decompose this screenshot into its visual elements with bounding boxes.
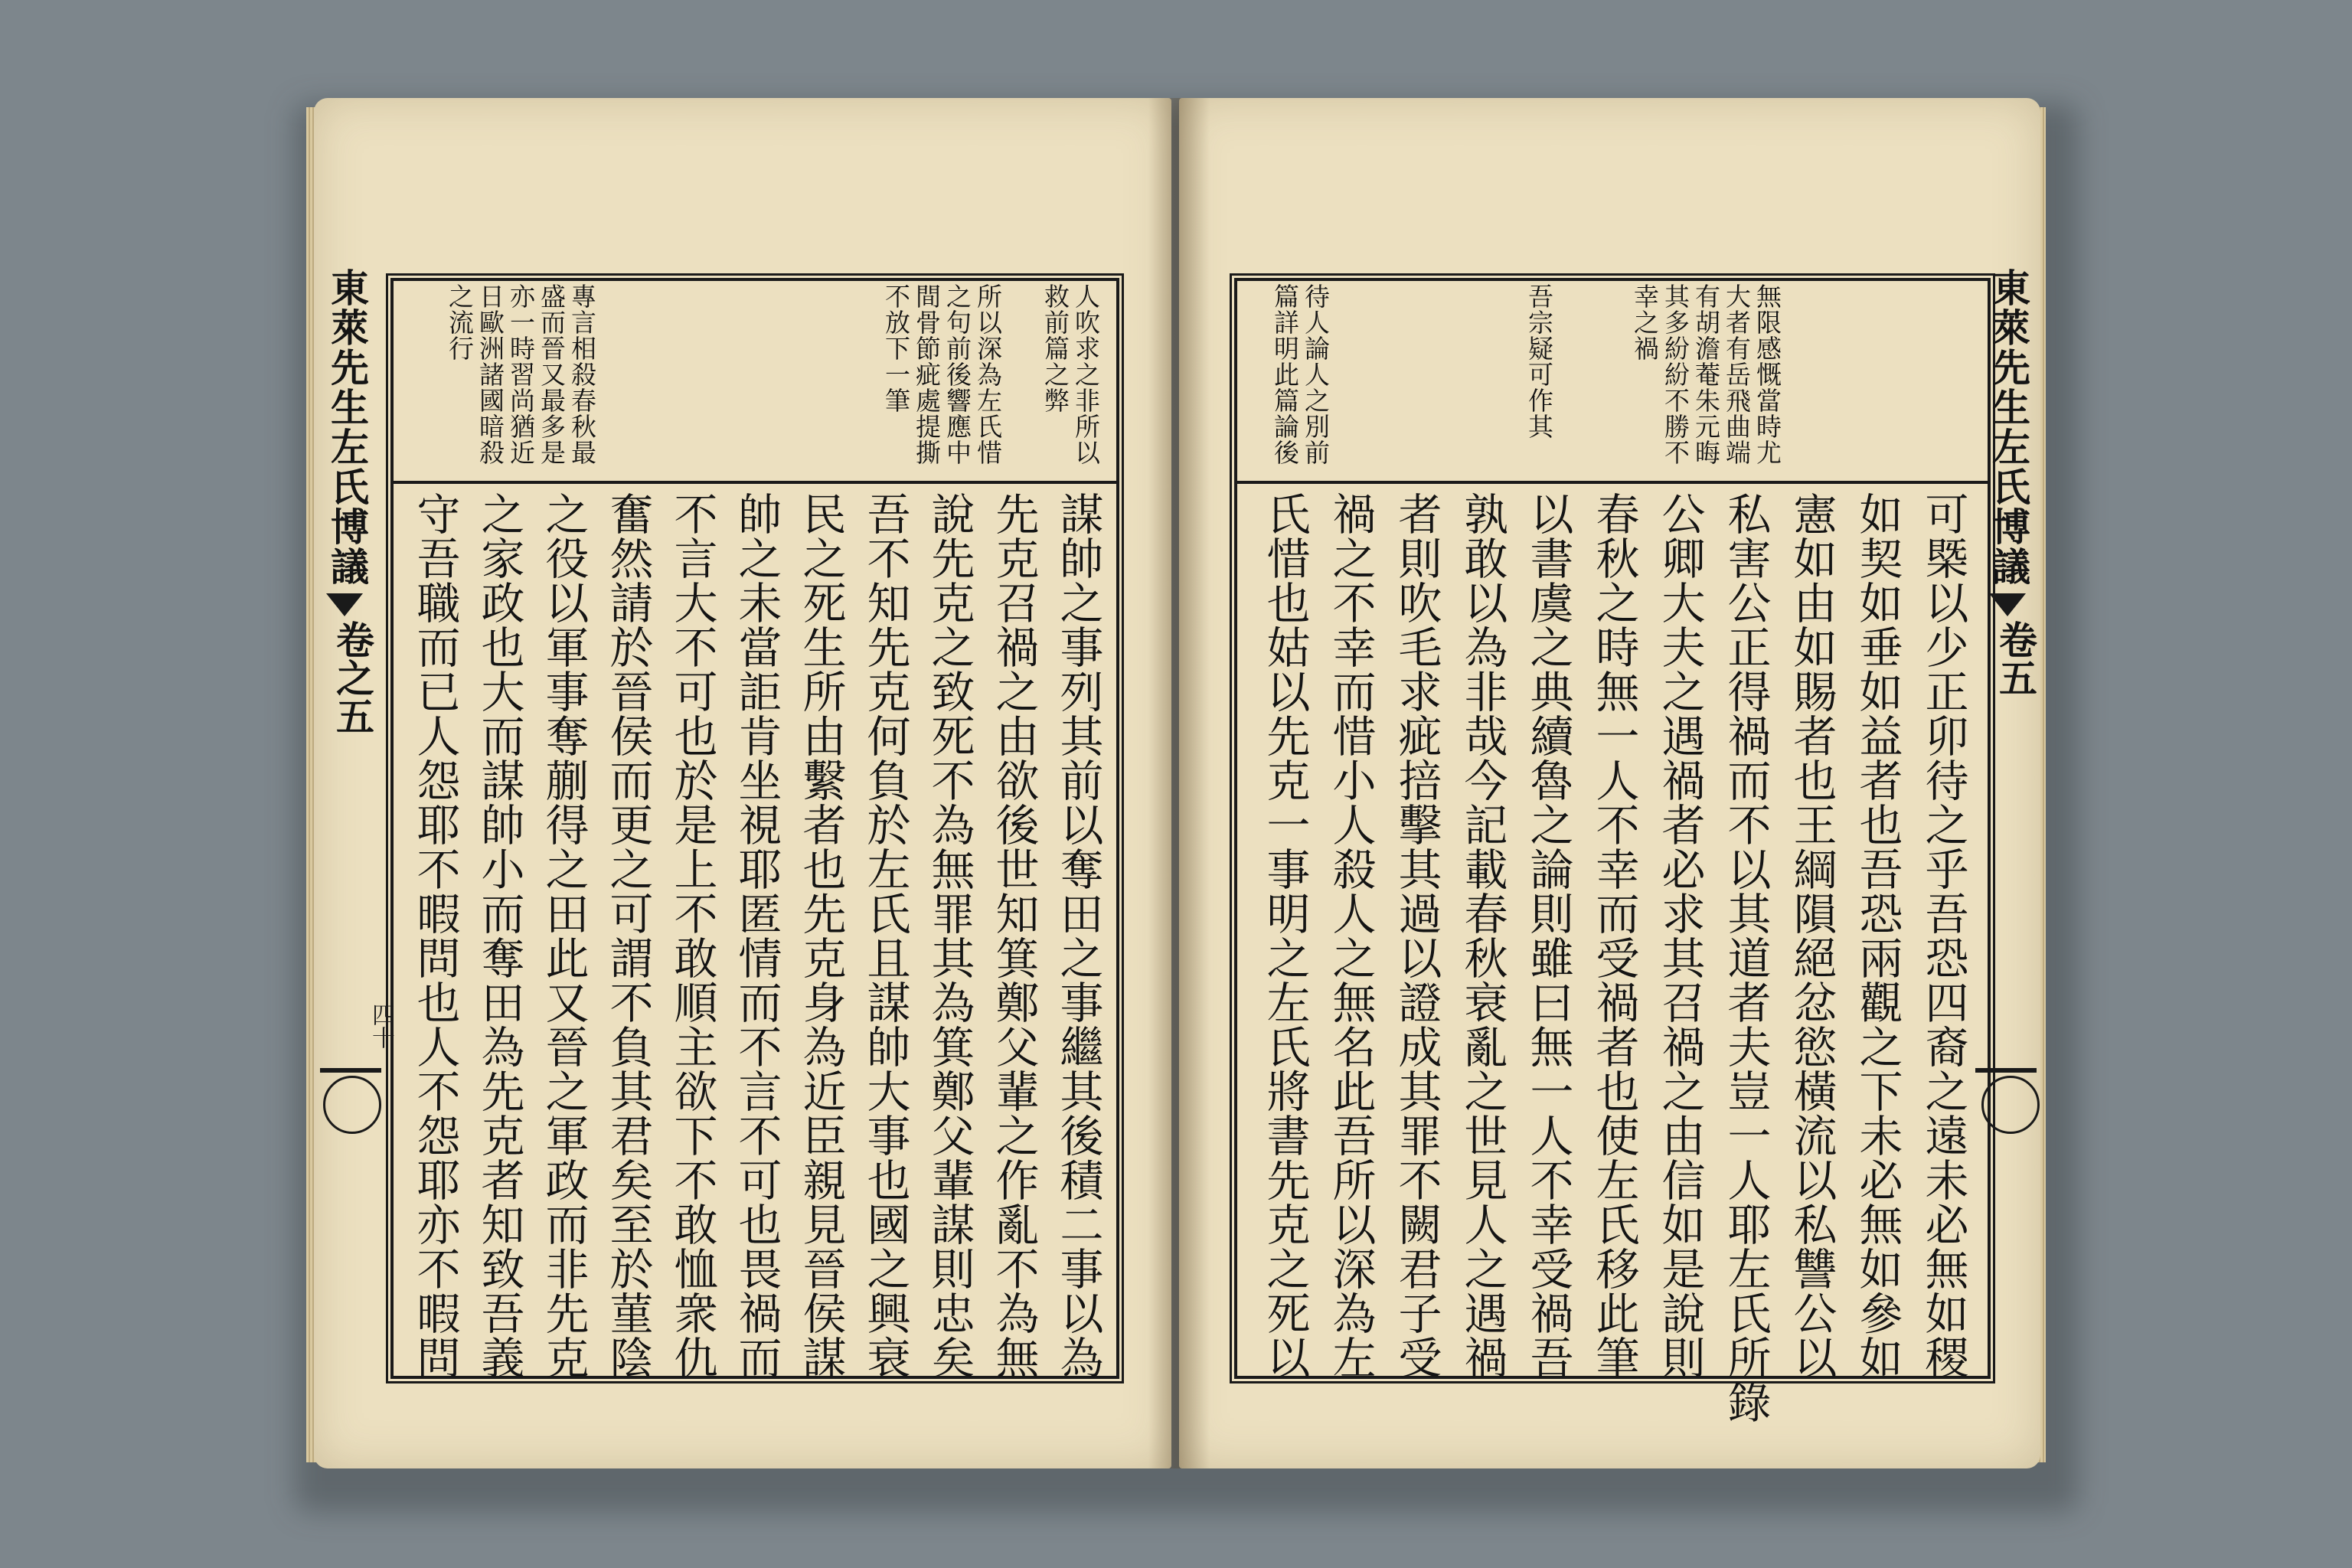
text-column: 可槩以少正卯待之乎吾恐四裔之遠未必無如稷 [1918,492,1968,1380]
text-column: 之家政也大而謀帥小而奪田為先克者知致吾義 [474,492,524,1380]
book-gutter [1148,98,1210,1468]
right-lower-ornament-bar [1975,1068,2037,1073]
commentary-column: 待人論人之別前 [1301,283,1331,466]
text-column: 孰敢以為非哉今記載春秋衰亂之世見人之遇禍 [1457,492,1508,1380]
right-lower-ornament [1981,1076,2040,1134]
text-column: 禍之不幸而惜小人殺人之無名此吾所以深為左 [1325,492,1376,1380]
text-column: 奮然請於晉侯而更之可謂不負其君矣至於菫陰 [603,492,653,1380]
commentary-column: 所以深為左氏惜 [973,283,1003,466]
commentary-column: 人吹求之非所以 [1071,283,1101,466]
commentary-column: 有胡澹菴朱元晦 [1691,283,1721,466]
text-column: 民之死生所由繫者也先克身為近臣親見晉侯謀 [795,492,846,1380]
text-column: 吾不知先克何負於左氏且謀帥大事也國之興衰 [860,492,910,1380]
commentary-column: 盛而晉又最多是 [537,283,567,466]
text-column: 春秋之時無一人不幸而受禍者也使左氏移此筆 [1589,492,1639,1380]
right-header-divider [1237,481,1988,484]
commentary-column: 篇詳明此篇論後 [1270,283,1300,466]
text-column: 謀帥之事列其前以奪田之事繼其後積二事以為 [1053,492,1103,1380]
text-column: 之役以軍事奪蒯得之田此又晉之軍政而非先克 [538,492,589,1380]
text-column: 者則吹毛求疵掊擊其過以證成其罪不闕君子受 [1391,492,1442,1380]
commentary-column: 專言相殺春秋最 [567,283,597,466]
text-column: 以書虞之典續魯之論則雖曰無一人不幸受禍吾 [1523,492,1573,1380]
text-column: 不言大不可也於是上不敢順主欲下不敢恤衆仇 [667,492,717,1380]
commentary-column: 吾宗疑可作其 [1524,283,1554,439]
commentary-column: 救前篇之弊 [1040,283,1070,413]
left-edge-title: 東萊先生左氏博議 [325,268,370,586]
commentary-column: 不放下一筆 [881,283,911,413]
text-column: 公卿大夫之遇禍者必求其召禍之由信如是說則 [1655,492,1705,1380]
text-column: 帥之未當詎肯坐視耶匿情而不言不可也畏禍而 [731,492,782,1380]
commentary-column: 其多紛紛不勝不 [1661,283,1690,466]
commentary-column: 日歐洲諸國暗殺 [475,283,505,466]
commentary-column: 亦一時習尚猶近 [506,283,536,466]
text-column: 守吾職而已人怨耶不暇問也人不怨耶亦不暇問 [410,492,460,1380]
left-lower-ornament-bar [320,1068,381,1073]
text-column: 說先克之致死不為無罪其為箕鄭父輩謀則忠矣 [924,492,975,1380]
left-page-number: 四十 [368,1003,394,1049]
text-column: 私害公正得禍而不以其道者夫豈一人耶左氏所錄 [1720,492,1771,1424]
text-column: 如契如垂如益者也吾恐兩觀之下未必無如參如 [1852,492,1903,1380]
right-edge-volume: 卷五 [1993,620,2038,697]
text-column: 憲如由如賜者也王綱隕絕忿慾橫流以私讐公以 [1786,492,1837,1380]
left-header-divider [394,481,1116,484]
left-lower-ornament [323,1076,381,1134]
commentary-column: 無限感慨當時尤 [1753,283,1782,466]
commentary-column: 之流行 [445,283,475,361]
text-column: 氏惜也姑以先克一事明之左氏將書先克之死以 [1259,492,1310,1380]
text-column: 先克召禍之由欲後世知箕鄭父輩之作亂不為無 [988,492,1039,1380]
left-edge-volume: 卷之五 [330,620,375,735]
right-edge-title: 東萊先生左氏博議 [1986,268,2031,586]
commentary-column: 間骨節疵處提撕 [912,283,942,466]
commentary-column: 幸之禍 [1630,283,1660,361]
commentary-column: 之句前後響應中 [942,283,972,466]
commentary-column: 大者有岳飛曲端 [1722,283,1752,466]
